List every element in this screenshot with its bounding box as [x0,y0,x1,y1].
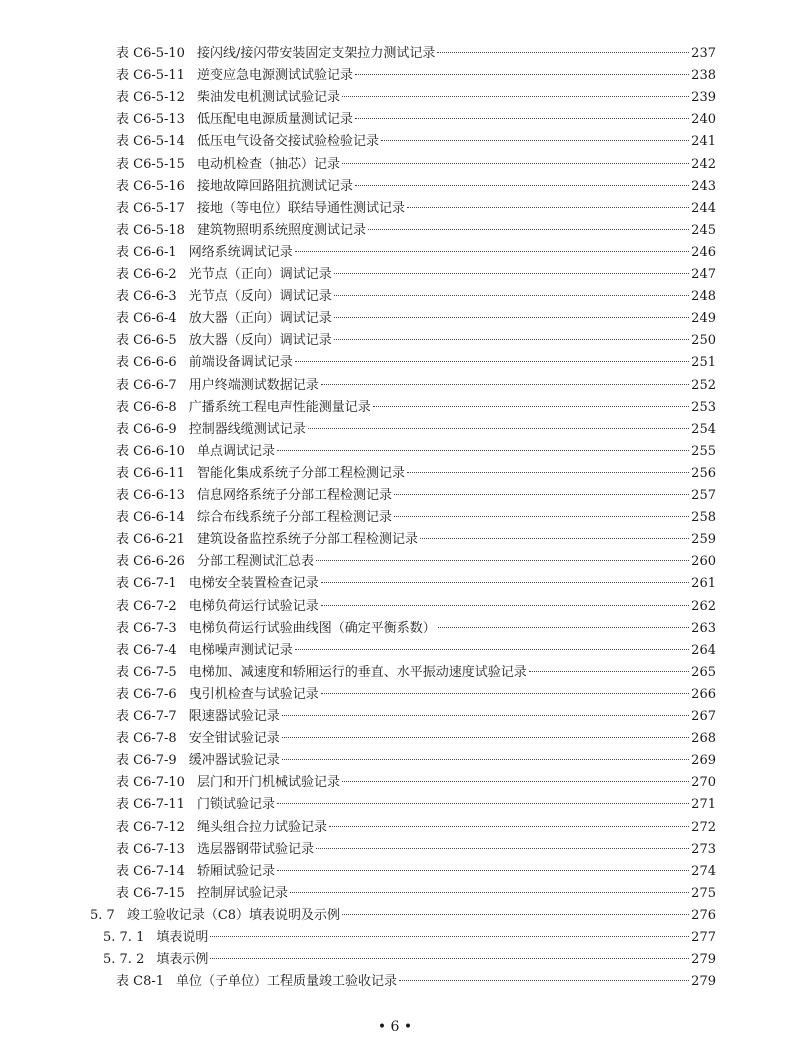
page-footer-number: • 6 • [377,1019,413,1035]
toc-entry-code: 表 C6-6-7 [116,377,177,393]
toc-dot-leader [282,715,689,716]
toc-entry-code: 表 C6-6-14 [116,510,185,526]
toc-entry[interactable] [116,352,716,374]
toc-entry-code: 表 C6-7-4 [116,642,177,658]
toc-entry-code: 表 C6-5-14 [116,134,185,150]
toc-dot-leader [355,118,689,119]
toc-entry-label [116,883,288,905]
toc-dot-leader [355,74,689,75]
toc-entry[interactable] [116,419,716,441]
toc-entry[interactable] [116,618,716,640]
toc-entry-label [116,242,293,264]
toc-dot-leader [355,185,689,186]
toc-entry-title: 电动机检查（抽芯）记录 [196,156,340,172]
toc-entry-page: 274 [691,863,716,879]
toc-entry-title: 建筑设备监控系统子分部工程检测记录 [196,532,418,548]
toc-entry[interactable] [116,397,716,419]
toc-entry-title: 综合布线系统子分部工程检测记录 [196,510,392,526]
toc-entry-page: 239 [691,90,716,106]
toc-entry-page: 245 [691,222,716,238]
toc-entry[interactable] [116,198,716,220]
toc-entry-label [116,485,392,507]
toc-entry[interactable] [116,264,716,286]
toc-entry[interactable] [116,883,716,905]
toc-entry-page: 244 [691,200,716,216]
toc-entry-page: 258 [691,510,716,526]
toc-entry[interactable] [90,905,716,927]
toc-entry-page: 254 [691,421,716,437]
toc-entry-page: 246 [691,244,716,260]
toc-entry-page: 263 [691,620,716,636]
toc-entry[interactable] [116,551,716,573]
toc-entry-title: 门锁试验记录 [196,797,275,813]
toc-entry[interactable] [116,728,716,750]
toc-entry[interactable] [116,839,716,861]
toc-entry-page: 264 [691,642,716,658]
toc-dot-leader [437,52,689,53]
toc-entry-code: 表 C6-5-18 [116,222,185,238]
toc-entry-code: 表 C6-5-10 [116,46,185,61]
toc-entry[interactable] [116,65,716,87]
toc-dot-leader [316,560,689,561]
toc-entry[interactable] [116,662,716,684]
toc-entry-label [116,794,275,816]
toc-entry-code: 表 C6-6-4 [116,311,177,327]
toc-entry-title: 分部工程测试汇总表 [196,554,314,570]
toc-dot-leader [277,803,689,804]
toc-entry-label [116,330,332,352]
toc-entry[interactable] [116,463,716,485]
toc-entry-title: 轿厢试验记录 [196,863,275,879]
toc-entry-label [116,861,275,883]
toc-entry-label [116,750,280,772]
toc-entry[interactable] [103,949,716,971]
toc-entry-title: 放大器（反向）调试记录 [188,333,332,349]
toc-entry-code: 表 C6-7-6 [116,686,177,702]
toc-dot-leader [282,737,689,738]
toc-entry-title: 缓冲器试验记录 [188,753,280,769]
toc-entry[interactable] [116,43,716,65]
toc-entry-page: 238 [691,68,716,84]
toc-entry-page: 275 [691,885,716,901]
toc-entry[interactable] [116,573,716,595]
toc-entry-title: 低压配电电源质量测试记录 [196,112,353,128]
toc-dot-leader [342,914,689,915]
toc-entry-page: 279 [691,952,716,968]
toc-entry-title: 接闪线/接闪带安装固定支架拉力测试记录 [196,46,436,61]
toc-entry-title: 曳引机检查与试验记录 [188,686,319,702]
toc-dot-leader [295,649,689,650]
toc-dot-leader [342,781,689,782]
toc-entry-code: 表 C6-6-10 [116,443,185,459]
toc-entry-page: 240 [691,112,716,128]
toc-entry[interactable] [116,971,716,993]
toc-entry-code: 表 C6-6-21 [116,532,185,548]
toc-entry-page: 261 [691,576,716,592]
toc-entry-title: 放大器（正向）调试记录 [188,311,332,327]
toc-entry[interactable] [116,596,716,618]
toc-entry-label [116,397,371,419]
toc-entry-label [116,529,418,551]
toc-entry[interactable] [116,507,716,529]
toc-entry[interactable] [116,154,716,176]
toc-dot-leader [290,892,689,893]
toc-entry-page: 243 [691,178,716,194]
toc-dot-leader [277,870,689,871]
toc-entry-page: 279 [691,974,716,990]
toc-entry-code: 表 C6-5-11 [116,68,185,84]
toc-entry-label [90,905,340,927]
toc-entry-label [116,131,379,153]
toc-entry-code: 表 C6-5-16 [116,178,185,194]
toc-entry-title: 电梯安全装置检查记录 [188,576,319,592]
toc-entry-page: 268 [691,731,716,747]
toc-entry[interactable] [116,772,716,794]
toc-entry-label [116,264,332,286]
toc-entry-label [116,706,280,728]
toc-entry[interactable] [116,684,716,706]
toc-entry-label [116,441,275,463]
toc-entry-page: 277 [691,930,716,945]
toc-entry[interactable] [116,286,716,308]
toc-entry-code: 表 C6-7-15 [116,885,185,901]
toc-entry[interactable] [116,794,716,816]
toc-entry-title: 电梯噪声测试记录 [188,642,293,658]
toc-entry-code: 表 C6-7-2 [116,598,177,614]
toc-entry-page: 256 [691,465,716,481]
toc-entry-title: 竣工验收记录（C8）填表说明及示例 [126,907,341,923]
toc-entry-title: 建筑物照明系统照度测试记录 [196,222,366,238]
toc-entry-title: 单位（子单位）工程质量竣工验收记录 [176,974,398,990]
toc-entry-page: 248 [691,289,716,305]
toc-entry-page: 255 [691,443,716,459]
toc-entry-code: 表 C6-6-3 [116,289,177,305]
toc-dot-leader [210,958,689,959]
toc-entry-title: 用户终端测试数据记录 [188,377,319,393]
toc-entry-title: 层门和开门机械试验记录 [196,775,340,791]
toc-entry-label [116,772,340,794]
toc-entry-label [116,596,319,618]
toc-entry-code: 表 C6-7-7 [116,709,177,724]
toc-dot-leader [529,671,689,672]
toc-entry-label [103,949,208,971]
toc-entry-page: 269 [691,753,716,769]
toc-entry-code: 表 C6-7-1 [116,576,177,592]
toc-entry-title: 电梯加、减速度和轿厢运行的垂直、水平振动速度试验记录 [188,664,527,680]
toc-entry-page: 273 [691,841,716,857]
toc-entry-code: 表 C6-7-3 [116,620,177,636]
toc-entry-label [116,640,293,662]
toc-entry[interactable] [116,87,716,109]
toc-entry-code: 表 C6-7-12 [116,819,185,835]
toc-dot-leader [282,759,689,760]
toc-entry[interactable] [116,706,716,728]
toc-dot-leader [321,693,689,694]
toc-entry-page: 265 [691,664,716,680]
toc-entry-page: 241 [691,134,716,150]
toc-dot-leader [394,494,689,495]
toc-entry-label [103,927,208,949]
toc-dot-leader [295,361,689,362]
toc-entry-label [116,419,306,441]
toc-entry-title: 逆变应急电源测试试验记录 [196,68,353,84]
toc-entry-code: 表 C8-1 [116,974,165,990]
toc-entry-title: 控制器线缆测试记录 [188,421,306,437]
toc-entry-page: 250 [691,333,716,349]
toc-entry-code: 表 C6-6-13 [116,488,185,503]
toc-entry-code: 表 C6-6-2 [116,267,177,282]
toc-entry-label [116,573,319,595]
toc-entry-code: 5. 7. 2 [103,952,145,968]
toc-entry[interactable] [116,242,716,264]
toc-entry-page: 257 [691,488,716,503]
toc-entry-code: 表 C6-7-5 [116,664,177,680]
toc-entry-title: 柴油发电机测试试验记录 [196,90,340,106]
toc-entry-code: 表 C6-6-1 [116,244,177,260]
toc-entry-page: 271 [691,797,716,813]
toc-entry-label [116,551,314,573]
toc-entry[interactable] [116,485,716,507]
toc-entry-label [116,728,280,750]
toc-dot-leader [210,936,689,937]
toc-entry-title: 填表示例 [156,952,209,968]
toc-entry-title: 填表说明 [156,930,209,945]
toc-entry[interactable] [116,750,716,772]
toc-entry-label [116,463,405,485]
toc-entry-title: 智能化集成系统子分部工程检测记录 [196,465,405,481]
toc-dot-leader [321,384,689,385]
toc-dot-leader [321,582,689,583]
toc-entry-label [116,109,353,131]
toc-entry-label [116,43,435,65]
toc-entry-page: 260 [691,554,716,570]
toc-entry[interactable] [116,861,716,883]
toc-entry[interactable] [116,308,716,330]
toc-entry[interactable] [116,220,716,242]
toc-entry-page: 247 [691,267,716,282]
toc-entry-title: 安全钳试验记录 [188,731,280,747]
toc-entry-code: 表 C6-7-11 [116,797,185,813]
toc-entry-code: 表 C6-7-13 [116,841,185,857]
toc-entry-title: 选层器钢带试验记录 [196,841,314,857]
toc-entry-code: 表 C6-6-9 [116,421,177,437]
toc-entry-page: 259 [691,532,716,548]
toc-entry-code: 表 C6-6-26 [116,554,185,570]
toc-entry-code: 表 C6-5-15 [116,156,185,172]
toc-entry-label [116,839,314,861]
toc-entry-code: 5. 7 [90,907,115,923]
toc-entry-label [116,662,527,684]
toc-dot-leader [373,406,689,407]
toc-dot-leader [334,317,689,318]
toc-entry[interactable] [116,375,716,397]
toc-entry[interactable] [116,131,716,153]
toc-entry-title: 接地故障回路阻抗测试记录 [196,178,353,194]
toc-entry-title: 电梯负荷运行试验曲线图（确定平衡系数） [188,620,436,636]
toc-dot-leader [321,605,689,606]
toc-entry-label [116,375,319,397]
toc-entry-page: 272 [691,819,716,835]
toc-dot-leader [316,848,689,849]
toc-entry-code: 表 C6-5-12 [116,90,185,106]
toc-dot-leader [399,980,689,981]
toc-entry-code: 表 C6-6-11 [116,465,185,481]
toc-entry-title: 光节点（正向）调试记录 [188,267,332,282]
toc-entry-title: 网络系统调试记录 [188,244,293,260]
toc-dot-leader [407,207,689,208]
toc-dot-leader [334,295,689,296]
toc-entry-label [116,352,293,374]
toc-dot-leader [308,428,689,429]
toc-entry-page: 267 [691,709,716,724]
toc-entry-title: 电梯负荷运行试验记录 [188,598,319,614]
toc-entry-label [116,220,366,242]
toc-entry-page: 270 [691,775,716,791]
toc-entry-title: 光节点（反向）调试记录 [188,289,332,305]
toc-entry-page: 253 [691,399,716,415]
toc-entry-code: 表 C6-7-14 [116,863,185,879]
toc-dot-leader [295,251,689,252]
toc-entry[interactable] [116,640,716,662]
toc-entry-page: 276 [691,907,716,923]
toc-entry-page: 237 [691,46,716,61]
toc-entry-label [116,154,340,176]
toc-dot-leader [329,826,689,827]
toc-entry-label [116,87,340,109]
toc-entry[interactable] [116,109,716,131]
toc-entry-page: 251 [691,355,716,371]
toc-entry-title: 前端设备调试记录 [188,355,293,371]
toc-dot-leader [438,627,689,628]
toc-dot-leader [407,472,689,473]
toc-entry-label [116,618,436,640]
toc-entry-page: 262 [691,598,716,614]
toc-entry-page: 249 [691,311,716,327]
toc-entry-code: 表 C6-6-6 [116,355,177,371]
toc-entry[interactable] [116,529,716,551]
toc-dot-leader [394,516,689,517]
toc-entry[interactable] [116,817,716,839]
toc-entry-label [116,65,353,87]
toc-entry-page: 266 [691,686,716,702]
toc-entry-code: 表 C6-7-8 [116,731,177,747]
toc-entry-label [116,507,392,529]
toc-entry-label [116,817,327,839]
toc-entry-title: 信息网络系统子分部工程检测记录 [196,488,392,503]
toc-entry-title: 单点调试记录 [196,443,275,459]
toc-entry-title: 控制屏试验记录 [196,885,288,901]
toc-entry-title: 广播系统工程电声性能测量记录 [188,399,371,415]
toc-dot-leader [342,163,689,164]
toc-dot-leader [381,140,689,141]
toc-entry-label [116,198,405,220]
toc-dot-leader [420,538,689,539]
toc-entry-code: 表 C6-7-10 [116,775,185,791]
toc-entry-title: 低压电气设备交接试验检验记录 [196,134,379,150]
toc-entry-code: 表 C6-5-13 [116,112,185,128]
toc-dot-leader [334,339,689,340]
toc-entry-code: 5. 7. 1 [103,930,145,945]
toc-dot-leader [277,450,689,451]
toc-entry-title: 绳头组合拉力试验记录 [196,819,327,835]
toc-entry-code: 表 C6-5-17 [116,200,185,216]
toc-entry-title: 限速器试验记录 [188,709,280,724]
toc-entry[interactable] [116,176,716,198]
toc-entry-label [116,308,332,330]
toc-dot-leader [342,96,689,97]
toc-dot-leader [368,229,689,230]
toc-entry-label [116,684,319,706]
toc-entry-code: 表 C6-6-5 [116,333,177,349]
toc-entry-code: 表 C6-7-9 [116,753,177,769]
toc-entry[interactable] [116,441,716,463]
toc-entry-page: 252 [691,377,716,393]
toc-entry-label [116,971,397,993]
toc-entry[interactable] [116,330,716,352]
toc-entry-page: 242 [691,156,716,172]
toc-entry-label [116,286,332,308]
toc-entry-title: 接地（等电位）联结导通性测试记录 [196,200,405,216]
toc-entry[interactable] [103,927,716,949]
toc-entry-label [116,176,353,198]
toc-dot-leader [334,273,689,274]
toc-entry-code: 表 C6-6-8 [116,399,177,415]
